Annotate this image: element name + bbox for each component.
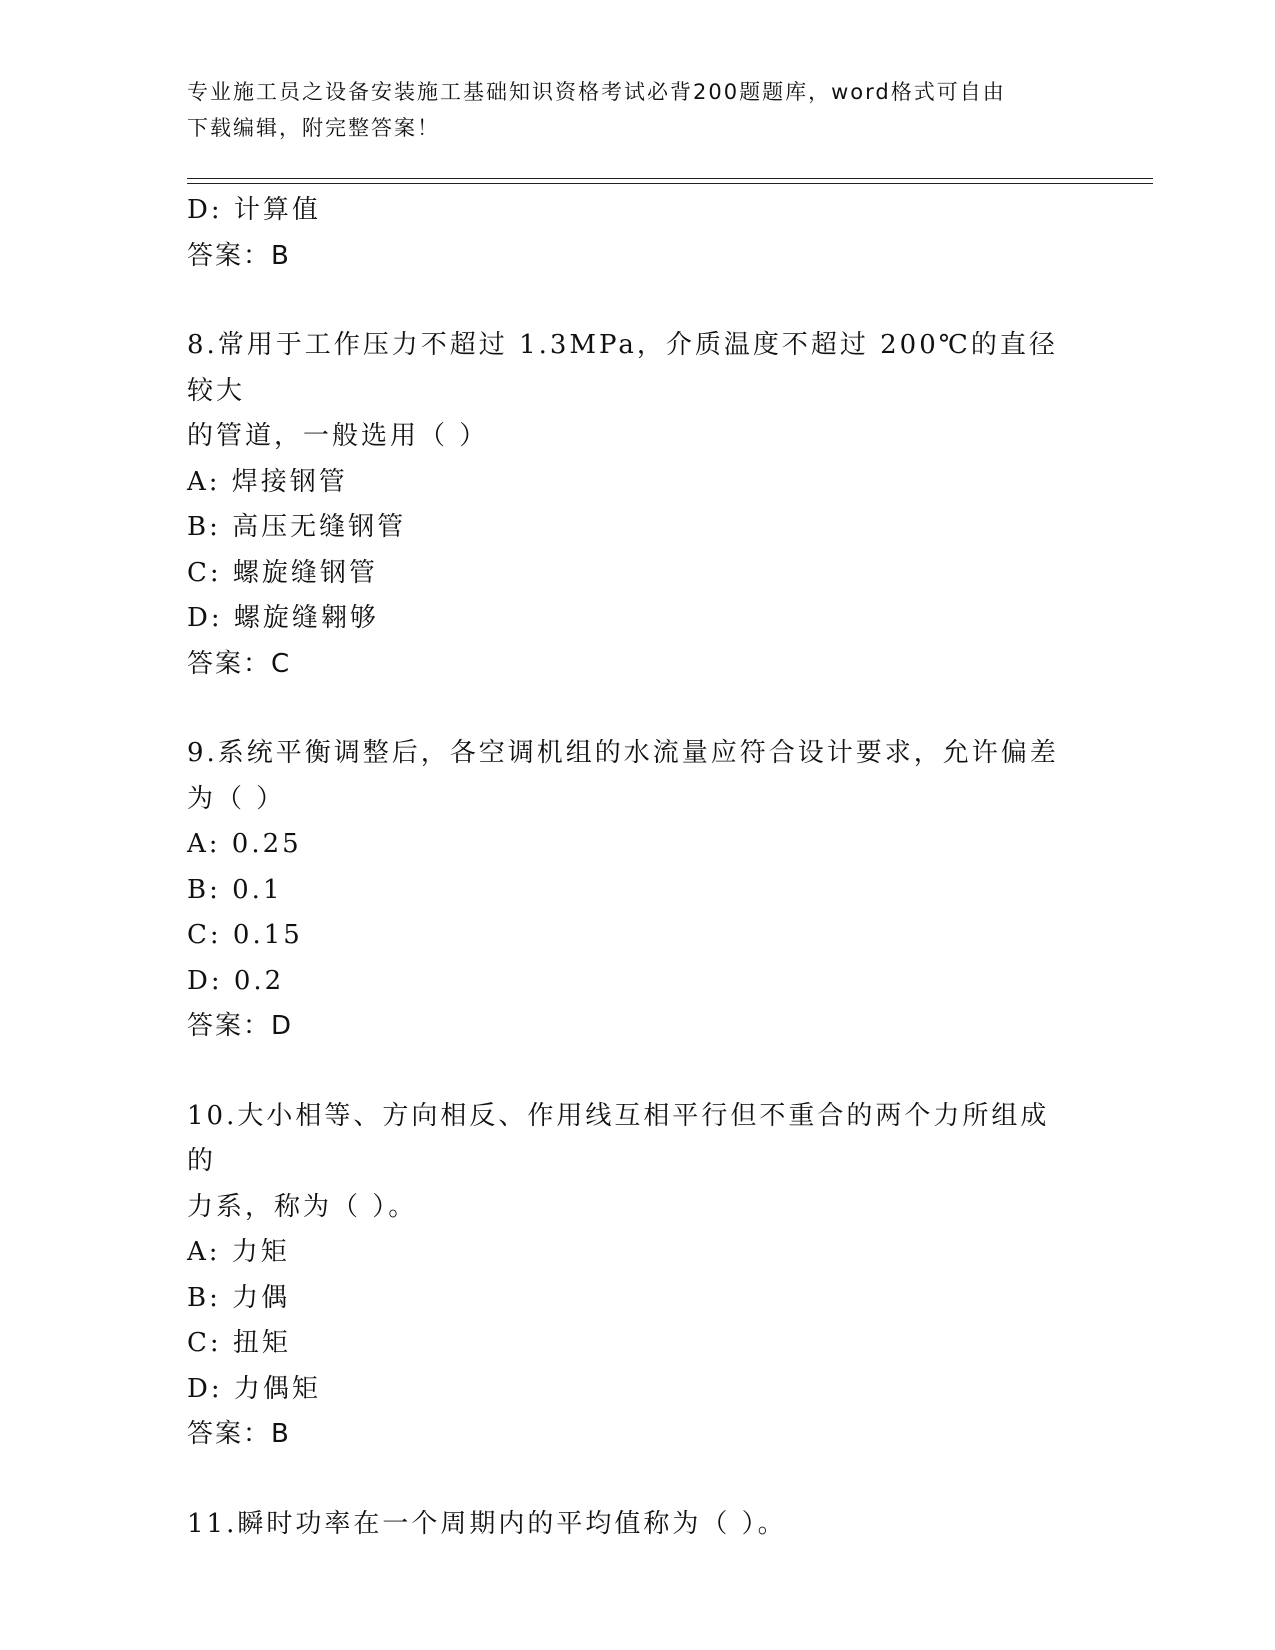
- question-stem-line-1: 8.常用于工作压力不超过 1.3MPa，介质温度不超过 200℃的直径较大: [187, 330, 1058, 406]
- header-divider-bottom: [187, 183, 1153, 184]
- option-c: C: 螺旋缝钢管: [187, 557, 378, 588]
- question-stem-line-1: 10.大小相等、方向相反、作用线互相平行但不重合的两个力所组成的: [187, 1100, 1050, 1176]
- option-a: A: 焊接钢管: [187, 466, 348, 497]
- document-body: [187, 188, 1087, 1547]
- spacer: [187, 1050, 1087, 1094]
- option-d: D: 计算值: [187, 195, 321, 225]
- option-b: B: 力偶: [187, 1282, 291, 1313]
- spacer: [187, 687, 1087, 731]
- document-header: [187, 74, 1067, 146]
- header-line-1: 专业施工员之设备安装施工基础知识资格考试必背200题题库，word格式可自由: [187, 80, 1006, 104]
- question-stem-line-2: 为（ ）: [187, 783, 286, 814]
- option-c: C: 扭矩: [187, 1328, 291, 1358]
- question-stem-line-1: 11.瞬时功率在一个周期内的平均值称为（ ）。: [187, 1508, 787, 1539]
- question-stem-line-2: 的管道，一般选用（ ）: [187, 421, 489, 451]
- option-d: D: 0.2: [187, 965, 285, 996]
- answer-line: 答案：B: [187, 240, 291, 271]
- answer-line: 答案：C: [187, 648, 292, 679]
- answer-line: 答案：B: [187, 1419, 291, 1449]
- spacer: [187, 279, 1087, 323]
- option-d: D: 螺旋缝翱够: [187, 603, 379, 633]
- header-divider-top: [187, 178, 1153, 179]
- spacer: [187, 1458, 1087, 1502]
- option-a: A: 力矩: [187, 1237, 290, 1267]
- question-stem-line-1: 9.系统平衡调整后，各空调机组的水流量应符合设计要求，允许偏差: [187, 738, 1059, 768]
- header-line-2: 下载编辑，附完整答案！: [187, 116, 440, 140]
- option-d: D: 力偶矩: [187, 1373, 321, 1404]
- question-11: [187, 1502, 1087, 1548]
- question-9: [187, 731, 1087, 1050]
- option-c: C: 0.15: [187, 920, 303, 950]
- answer-line: 答案：D: [187, 1011, 294, 1041]
- question-8: [187, 323, 1087, 687]
- question-10: [187, 1094, 1087, 1458]
- option-b: B: 高压无缝钢管: [187, 512, 407, 542]
- option-a: A: 0.25: [187, 829, 302, 859]
- option-b: B: 0.1: [187, 874, 283, 905]
- question-stem-line-2: 力系，称为（ ）。: [187, 1191, 418, 1222]
